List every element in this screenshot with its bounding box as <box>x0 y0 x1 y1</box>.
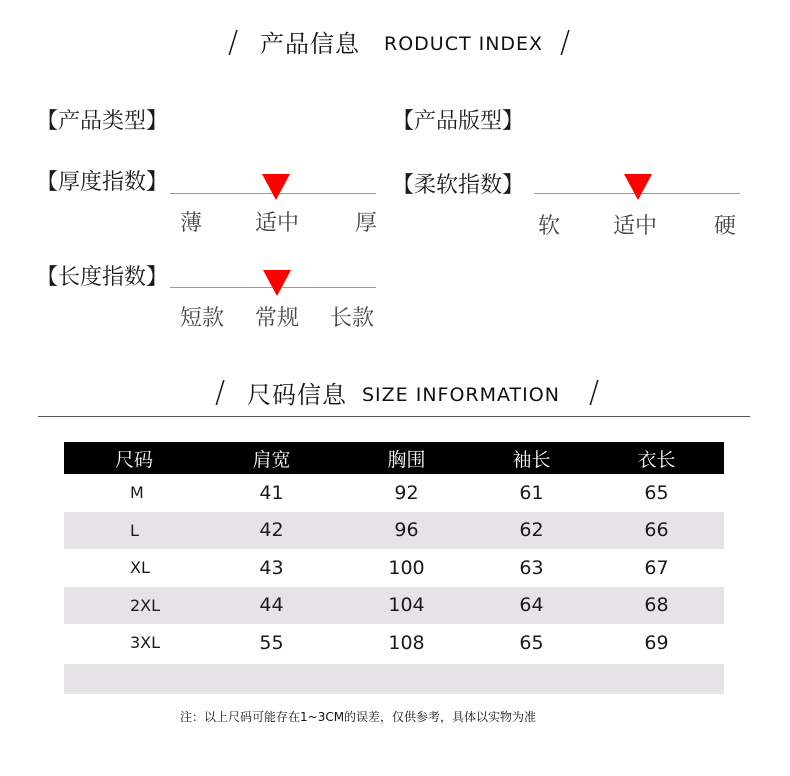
shoulder-cell: 41 <box>259 481 284 504</box>
product-info-title-en: RODUCT INDEX <box>384 33 544 55</box>
table-row <box>64 549 724 587</box>
softness-index-label: 【柔软指数】 <box>392 173 525 198</box>
section-divider <box>38 416 750 417</box>
sleeve-cell: 64 <box>474 587 589 625</box>
softness-marker-icon <box>624 174 652 200</box>
length-cell: 66 <box>589 512 724 550</box>
product-info-title-cn: 产品信息 <box>260 30 360 58</box>
size-cell: M <box>130 483 144 503</box>
header-chest: 胸围 <box>339 442 474 474</box>
size-note: 注：以上尺码可能存在1~3CM的误差，仅供参考，具体以实物为准 <box>180 710 537 724</box>
chest-cell: 92 <box>394 481 419 504</box>
size-table-header <box>64 442 724 474</box>
softness-option-soft: 软 <box>538 214 561 239</box>
shoulder-cell: 43 <box>259 556 284 579</box>
size-info-title-cn: 尺码信息 <box>247 381 347 409</box>
thickness-marker-icon <box>262 174 290 200</box>
table-row <box>64 474 724 512</box>
size-cell: 2XL <box>64 587 204 625</box>
size-table <box>64 442 724 694</box>
shoulder-cell: 55 <box>259 631 284 654</box>
sleeve-cell: 62 <box>474 512 589 550</box>
length-cell: 67 <box>644 556 669 579</box>
product-fit-label: 【产品版型】 <box>392 109 525 134</box>
chest-cell: 108 <box>388 631 425 654</box>
softness-option-hard: 硬 <box>714 214 737 239</box>
chest-cell: 96 <box>339 512 474 550</box>
table-row <box>64 512 724 550</box>
thickness-index <box>36 172 168 194</box>
length-cell: 65 <box>644 481 669 504</box>
header-garment-length: 衣长 <box>589 442 724 474</box>
size-cell: 3XL <box>130 633 161 653</box>
sleeve-cell: 65 <box>519 631 544 654</box>
size-cell: L <box>64 512 204 550</box>
shoulder-cell: 42 <box>204 512 339 550</box>
length-cell: 69 <box>644 631 669 654</box>
table-row <box>64 624 724 662</box>
decorative-slash-left: / <box>215 375 226 410</box>
softness-option-medium: 适中 <box>613 214 658 239</box>
length-option-regular: 常规 <box>255 306 300 331</box>
sleeve-cell: 61 <box>519 481 544 504</box>
length-option-short: 短款 <box>180 306 225 331</box>
length-cell: 68 <box>589 587 724 625</box>
product-type-label: 【产品类型】 <box>36 109 169 134</box>
table-row <box>64 587 724 625</box>
header-size: 尺码 <box>64 442 204 474</box>
table-empty-row <box>64 664 724 694</box>
header-shoulder-width: 肩宽 <box>204 442 339 474</box>
decorative-slash-right: / <box>560 25 571 60</box>
sleeve-cell: 63 <box>519 556 544 579</box>
decorative-slash-right: / <box>589 375 600 410</box>
decorative-slash-left: / <box>228 25 239 60</box>
length-option-long: 长款 <box>330 306 375 331</box>
thickness-option-medium: 适中 <box>255 211 300 236</box>
length-index-label: 【长度指数】 <box>36 265 169 290</box>
thickness-option-thin: 薄 <box>180 211 203 236</box>
thickness-option-thick: 厚 <box>355 211 378 236</box>
size-info-title-en: SIZE INFORMATION <box>362 384 560 406</box>
length-marker-icon <box>263 270 291 296</box>
chest-cell: 100 <box>388 556 425 579</box>
thickness-index-label: 【厚度指数】 <box>36 170 169 195</box>
header-sleeve-length: 袖长 <box>474 442 589 474</box>
chest-cell: 104 <box>339 587 474 625</box>
size-cell: XL <box>130 558 150 578</box>
shoulder-cell: 44 <box>204 587 339 625</box>
